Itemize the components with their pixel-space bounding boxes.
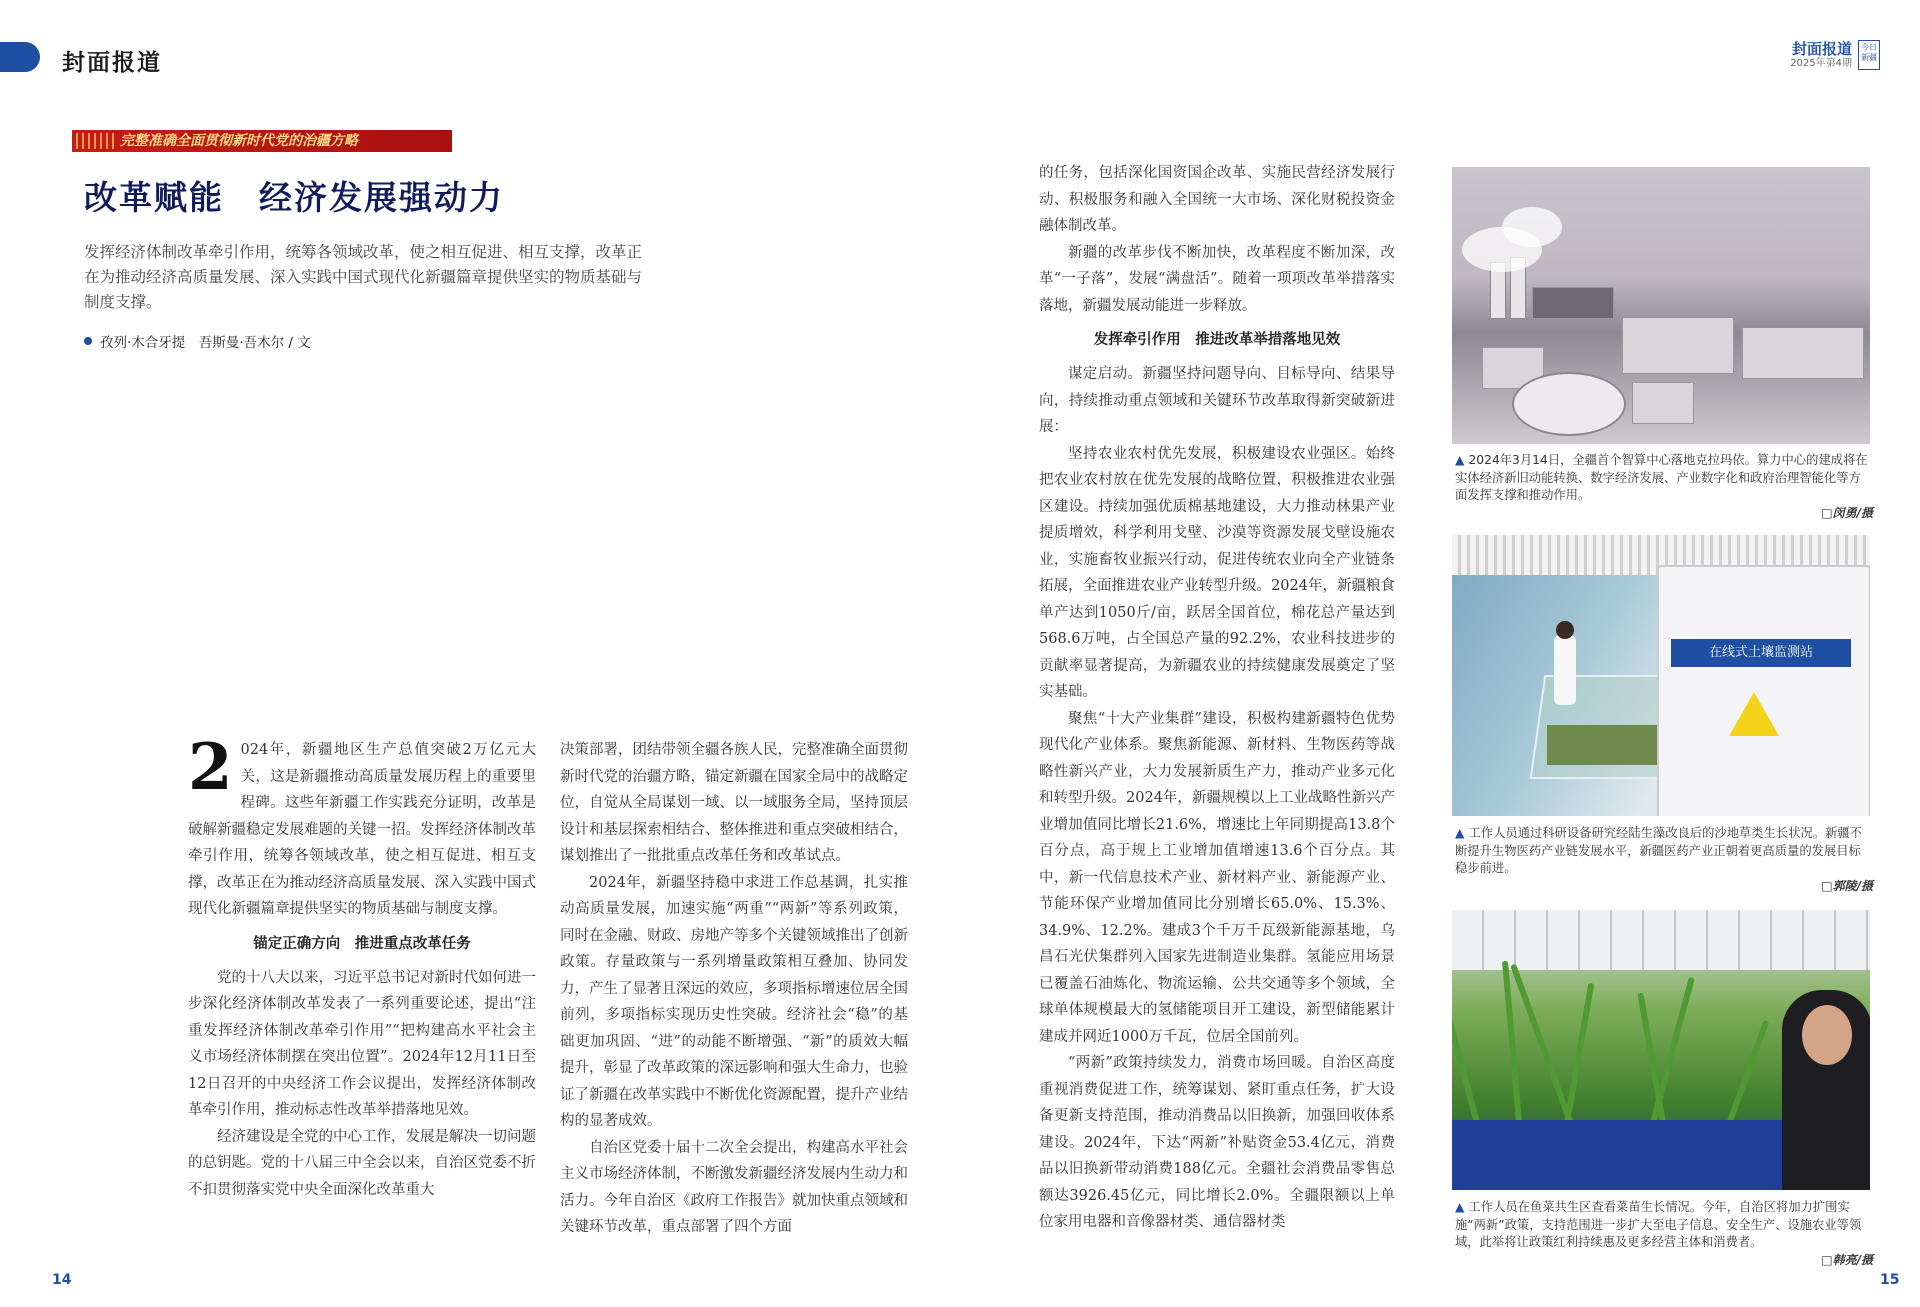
paragraph: 谋定启动。新疆坚持问题导向、目标导向、结果导向，持续推动重点领域和关键环节改革取得新突破新进展：	[1039, 366, 1395, 435]
photo-caption: ▲ 2024年3月14日，全疆首个智算中心落地克拉玛依。算力中心的建成将在实体经济新旧动能转换、数字经济发展、产业数字化和政府治理智能化等方面发挥支撑和推动作用。 □闵勇/摄	[1455, 452, 1873, 522]
subheading: 锚定正确方向 推进重点改革任务	[253, 935, 471, 952]
caption-triangle-icon: ▲	[1455, 453, 1465, 467]
paragraph: 2 024年，新疆地区生产总值突破2万亿元大关，这是新疆推动高质量发展历程上的重要里程碑。这些年新疆工作实践充分证明，改革是破解新疆稳定发展难题的关键一招。发挥经济体制改革牵引作用，统筹各领域改革，使之相互促进、相互支撑，改革正在为推动经济高质量发展、深入实践中国式现代化新疆篇章提供坚实的物质基础与制度支撑。	[188, 730, 536, 917]
skyline-decoration	[76, 133, 116, 149]
drop-cap: 2	[188, 730, 233, 805]
caption-triangle-icon: ▲	[1455, 1200, 1465, 1214]
page-number-left: 14	[52, 1272, 72, 1288]
paragraph: 2024年，新疆坚持稳中求进工作总基调，扎实推动高质量发展，加速实施“两重”“两新”等系列政策，同时在金融、财政、房地产等多个关键领域推出了创新政策。存量政策与一系列增量政策相互叠加、协同发力，产生了显著且深远的效应，多项指标增速位居全国前列，多项指标实现历史性突破。经济社会“稳”的基础更加巩固、“进”的动能不断增强、“新”的质效大幅提升，彰显了改革政策的深远影响和强大生命力，也验证了新疆在改革实践中不断优化资源配置，提升产业结构的显著成效。	[560, 874, 908, 1129]
body-column-1	[188, 730, 536, 1203]
magazine-logo: 今日新疆	[1858, 40, 1880, 70]
paragraph: 坚持农业农村优先发展，积极建设农业强区。始终把农业农村放在优先发展的战略位置，积极推进农业强区建设。持续加强优质棉基地建设，大力推动林果产业提质增效，科学利用戈壁、沙漠等资源发展戈壁设施农业，实施畜牧业振兴行动，促进传统农业向全产业链条拓展，全面推进农业产业转型升级。2024年，新疆粮食单产达到1050斤/亩，跃居全国首位，棉花总产量达到568.6万吨，占全国总产量的92.2%，农业科技进步的贡献率显著提高，为新疆农业的持续健康发展奠定了坚实基础。	[1039, 445, 1395, 700]
paragraph: 自治区党委十届十二次全会提出，构建高水平社会主义市场经济体制，不断激发新疆经济发展内生动力和活力。今年自治区《政府工作报告》就加快重点领域和关键环节改革，重点部署了四个方面	[560, 1139, 908, 1235]
caption-triangle-icon: ▲	[1455, 826, 1465, 840]
section-title: 封面报道	[62, 49, 162, 76]
paragraph: 的任务，包括深化国资国企改革、实施民营经济发展行动、积极服务和融入全国统一大市场、深化财税投资金融体制改革。	[1039, 165, 1395, 234]
paragraph: 经济建设是全党的中心工作，发展是解决一切问题的总钥匙。党的十八届三中全会以来，自治区党委不折不扣贯彻落实党中央全面深化改革重大	[188, 1128, 536, 1198]
column-banner	[72, 130, 452, 152]
running-header	[1790, 40, 1880, 70]
byline-text: 孜列·木合牙提 吾斯曼·吾木尔 / 文	[100, 335, 311, 351]
body-column-3	[1039, 160, 1395, 1236]
paragraph: “两新”政策持续发力，消费市场回暖。自治区高度重视消费促进工作，统筹谋划、紧盯重点任务，扩大设备更新支持范围，推动消费品以旧换新，加强回收体系建设。2024年，下达“两新”补贴资金53.4亿元，消费品以旧换新带动消费188亿元。全疆社会消费品零售总额达3926.45亿元，同比增长2.0%。全疆限额以上单位家用电器和音像器材类、通信器材类	[1039, 1055, 1395, 1230]
paragraph: 决策部署，团结带领全疆各族人民，完整准确全面贯彻新时代党的治疆方略，锚定新疆在国家全局中的战略定位，自觉从全局谋划一域、以一域服务全局，坚持顶层设计和基层探索相结合、整体推进和重点突破相结合，谋划推出了一批批重点改革任务和改革试点。	[560, 742, 908, 864]
photo-caption: ▲ 工作人员在鱼菜共生区查看菜苗生长情况。今年，自治区将加力扩围实施“两新”政策，支持范围进一步扩大至电子信息、安全生产、设施农业等领域，此举将让政策红利持续惠及更多经营主体和消费者。 □韩亮/摄	[1455, 1199, 1873, 1269]
column-banner-text: 完整准确全面贯彻新时代党的治疆方略	[120, 133, 358, 149]
issue-label: 2025年第4期	[1790, 57, 1852, 69]
paragraph: 新疆的改革步伐不断加快，改革程度不断加深，改革“一子落”，发展“满盘活”。随着一项项改革举措落实落地，新疆发展动能进一步释放。	[1039, 244, 1395, 314]
byline	[84, 331, 311, 351]
cabinet-label: 在线式土壤监测站	[1671, 639, 1851, 667]
photo-credit: □韩亮/摄	[1821, 1252, 1873, 1267]
page-number-right: 15	[1880, 1272, 1900, 1288]
paragraph: 党的十八大以来，习近平总书记对新时代如何进一步深化经济体制改革发表了一系列重要论述，提出“注重发挥经济体制改革牵引作用”“把构建高水平社会主义市场经济体制摆在突出位置”。2024年12月11日至12日召开的中央经济工作会议提出，发挥经济体制改革牵引作用，推动标志性改革举措落地见效。	[188, 969, 536, 1118]
photo-credit: □闵勇/摄	[1821, 505, 1873, 520]
photo-lab-monitoring	[1452, 535, 1870, 816]
article-title: 改革赋能 经济发展强动力	[84, 178, 504, 217]
subheading: 发挥牵引作用 推进改革举措落地见效	[1093, 332, 1341, 348]
photo-aquaponics	[1452, 910, 1870, 1190]
photo-data-center	[1452, 167, 1870, 444]
body-column-2	[560, 737, 908, 1241]
section-tab-marker	[0, 42, 40, 72]
paragraph: 聚焦“十大产业集群”建设，积极构建新疆特色优势现代化产业体系。聚焦新能源、新材料、生物医药等战略性新兴产业，大力发展新质生产力，推动产业多元化和转型升级。2024年，新疆规模以上工业战略性新兴产业增加值同比增长21.6%，增速比上年同期提高13.8个百分点，高于规上工业增加值增速13.6个百分点。其中，新一代信息技术产业、新材料产业、新能源产业、节能环保产业增加值同比分别增长65.0%、15.3%、34.9%、12.2%。建成3个千万千瓦级新能源基地，乌昌石光伏集群列入国家先进制造业集群。氢能应用场景已覆盖石油炼化、物流运输、公共交通等多个领域，全球单体规模最大的氢储能项目开工建设，新型储能累计建成并网近1000万千瓦，位居全国前列。	[1039, 710, 1395, 1045]
running-header-section: 封面报道	[1791, 40, 1852, 59]
article-lead: 发挥经济体制改革牵引作用，统筹各领域改革，使之相互促进、相互支撑，改革正在为推动经济高质量发展、深入实践中国式现代化新疆篇章提供坚实的物质基础与制度支撑。	[84, 243, 643, 311]
photo-caption: ▲ 工作人员通过科研设备研究经陆生藻改良后的沙地草类生长状况。新疆不断提升生物医药产业链发展水平，新疆医药产业正朝着更高质量的发展目标稳步前进。 □郭陵/摄	[1455, 825, 1873, 895]
bullet-icon	[84, 337, 92, 345]
photo-credit: □郭陵/摄	[1821, 878, 1873, 893]
